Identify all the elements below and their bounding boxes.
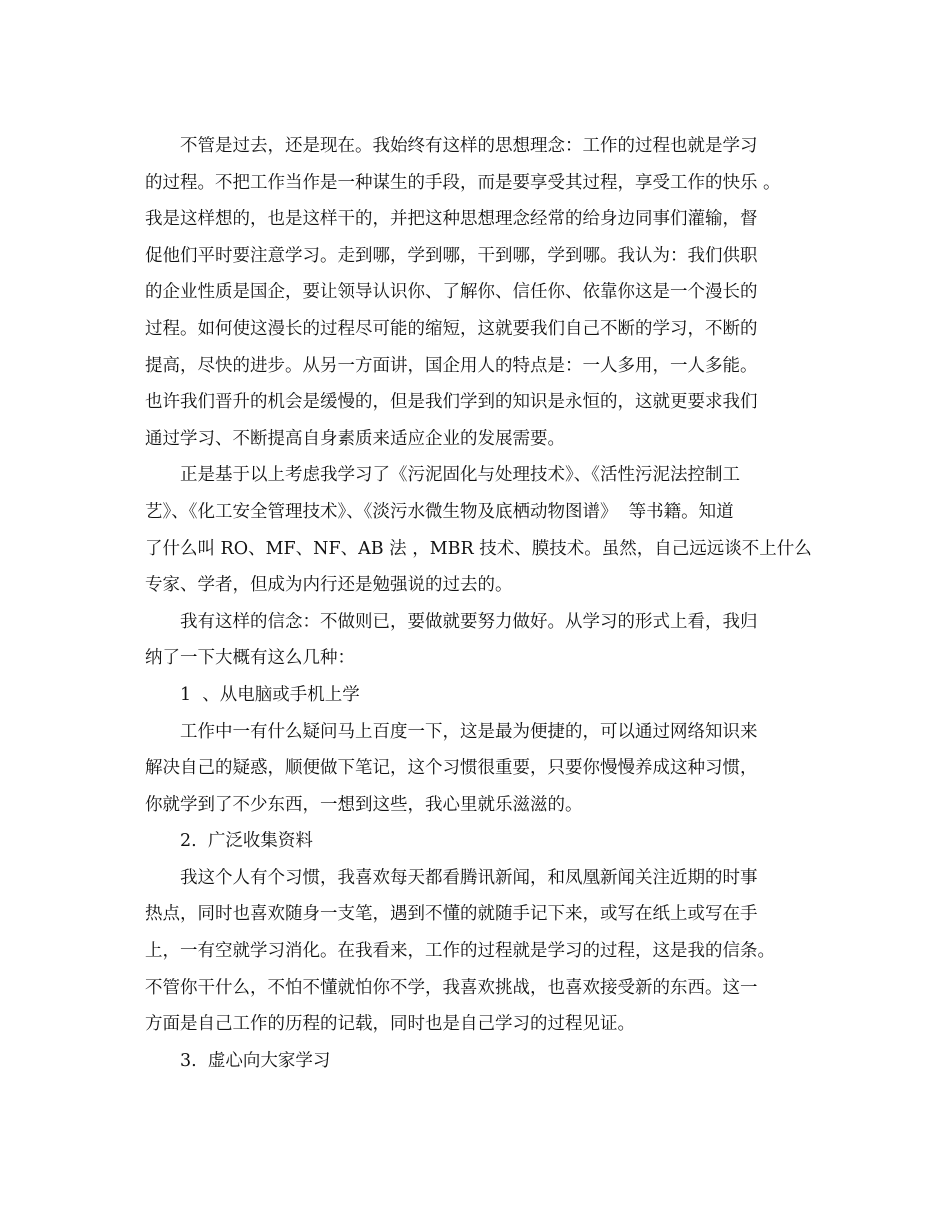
paragraph-intro [145,128,815,457]
text-line: 促他们平时要注意学习。走到哪，学到哪，干到哪，学到哪。我认为：我们供职 [145,245,758,266]
section-heading: 3. 虚心向大家学习 [180,1050,331,1071]
text-line: 不管是过去，还是现在。我始终有这样的思想理念：工作的过程也就是学习 [180,136,758,156]
paragraph-books [145,457,815,603]
text-line: 了什么叫 RO、MF、NF、AB 法 ，MBR 技术、膜技术。虽然，自己远远谈不上什么 [145,538,812,559]
text-line: 我有这样的信念：不做则已，要做就要努力做好。从学习的形式上看，我归 [180,611,758,632]
text-line: 通过学习、不断提高自身素质来适应企业的发展需要。 [145,428,565,449]
text-line: 我是这样想的，也是这样干的，并把这种思想理念经常的给身边同事们灌输，督 [145,209,758,230]
text-line: 纳了一下大概有这么几种： [145,648,355,669]
text-line: 的过程。不把工作当作是一种谋生的手段，而是要享受其过程，享受工作的快乐 。 [145,172,781,193]
text-line: 的企业性质是国企，要让领导认识你、了解你、信任你、依靠你这是一个漫长的 [145,282,758,303]
text-line: 艺》、《化工安全管理技术》、《淡污水微生物及底栖动物图谱》 等书籍。知道 [145,501,734,522]
document-body [145,128,815,1079]
section-heading-1 [145,677,815,714]
text-line: 你就学到了不少东西，一想到这些，我心里就乐滋滋的。 [145,794,583,815]
section-heading-2 [145,823,815,860]
text-line: 解决自己的疑惑，顺便做下笔记，这个习惯很重要，只要你慢慢养成这种习惯， [145,758,758,779]
text-line: 专家、学者，但成为内行还是勉强说的过去的。 [145,575,513,596]
text-line: 热点，同时也喜欢随身一支笔，遇到不懂的就随手记下来，或写在纸上或写在手 [145,904,758,925]
section-heading: 2. 广泛收集资料 [180,831,313,852]
text-line: 也许我们晋升的机会是缓慢的，但是我们学到的知识是永恒的，这就更要求我们 [145,392,758,413]
text-line: 过程。如何使这漫长的过程尽可能的缩短，这就要我们自己不断的学习，不断的 [145,318,758,339]
text-line: 我这个人有个习惯，我喜欢每天都看腾讯新闻，和凤凰新闻关注近期的时事 [180,867,758,888]
section-heading-3 [145,1043,815,1080]
text-line: 方面是自己工作的历程的记载，同时也是自己学习的过程见证。 [145,1014,635,1035]
text-line: 提高，尽快的进步。从另一方面讲，国企用人的特点是：一人多用，一人多能。 [145,355,758,376]
section-heading: 1 、从电脑或手机上学 [180,684,360,705]
text-line: 工作中一有什么疑问马上百度一下，这是最为便捷的，可以通过网络知识来 [180,721,758,742]
text-line: 上，一有空就学习消化。在我看来，工作的过程就是学习的过程，这是我的信条。 [145,941,775,962]
paragraph-belief [145,604,815,677]
paragraph-collect-materials [145,860,815,1043]
text-line: 不管你干什么，不怕不懂就怕你不学，我喜欢挑战，也喜欢接受新的东西。这一 [145,977,758,998]
text-line: 正是基于以上考虑我学习了《污泥固化与处理技术》、《活性污泥法控制工 [180,465,740,486]
paragraph-online-learning [145,714,815,824]
